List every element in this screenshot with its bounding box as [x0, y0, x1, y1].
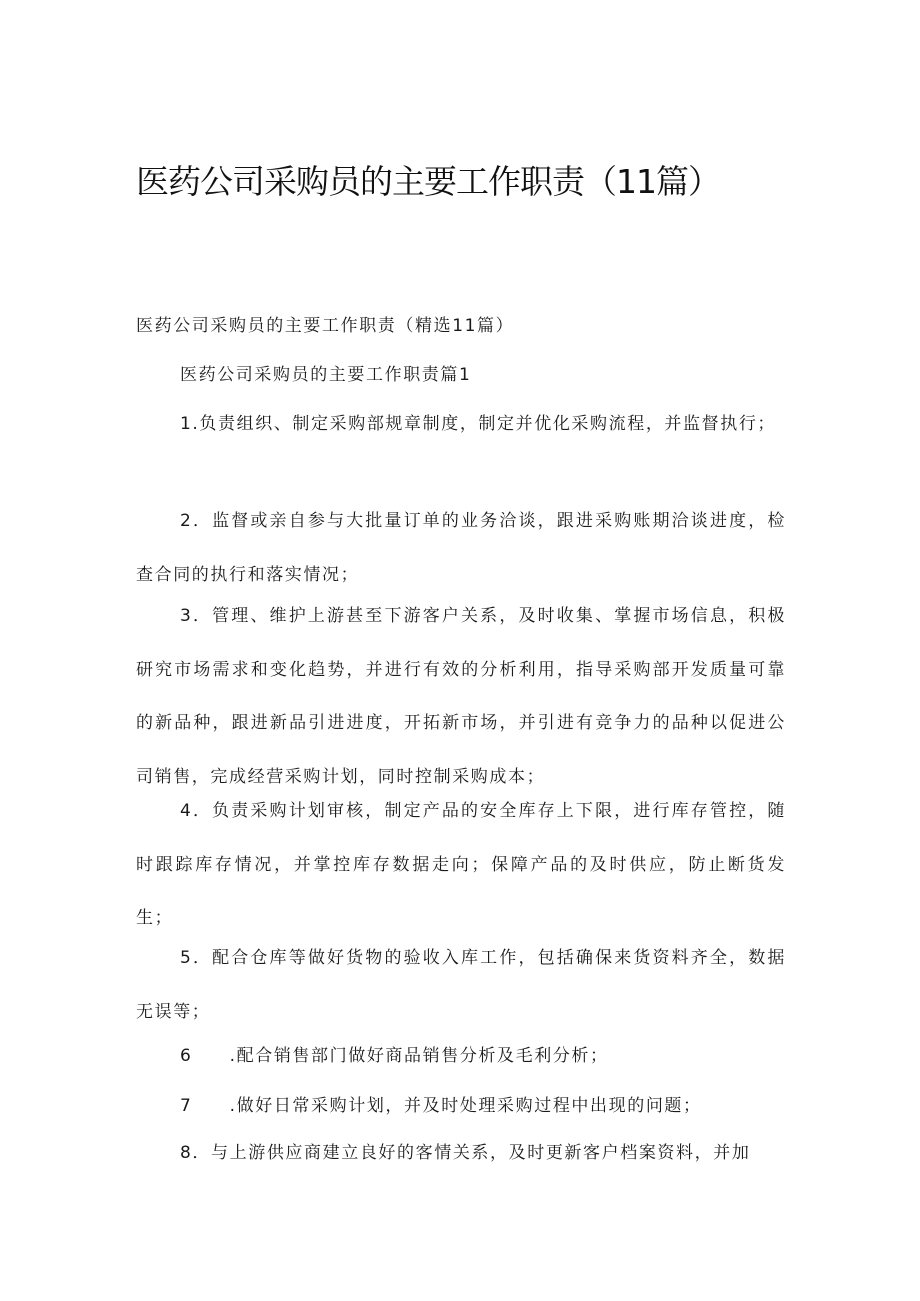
document-subtitle: 医药公司采购员的主要工作职责（精选11篇） [136, 316, 515, 336]
list-item-2: 2．监督或亲自参与大批量订单的业务洽谈，跟进采购账期洽谈进度，检查合同的执行和落实情况； [136, 511, 786, 585]
list-item-1: 1.负责组织、制定采购部规章制度，制定并优化采购流程，并监督执行； [180, 414, 777, 434]
document-title: 医药公司采购员的主要工作职责（11篇） [136, 162, 720, 201]
section-heading: 医药公司采购员的主要工作职责篇1 [180, 365, 472, 385]
list-item-8: 8．与上游供应商建立良好的客情关系，及时更新客户档案资料，并加 [180, 1143, 751, 1163]
list-item-7: 7 .做好日常采购计划，并及时处理采购过程中出现的问题； [180, 1096, 702, 1116]
list-item-5: 5．配合仓库等做好货物的验收入库工作，包括确保来货资料齐全，数据无误等； [136, 948, 786, 1022]
list-item-4: 4．负责采购计划审核，制定产品的安全库存上下限，进行库存管控，随时跟踪库存情况，并掌控库存数据走向；保障产品的及时供应，防止断货发生； [136, 801, 786, 928]
list-item-3: 3．管理、维护上游甚至下游客户关系，及时收集、掌握市场信息，积极研究市场需求和变化趋势，并进行有效的分析利用，指导采购部开发质量可靠的新品种，跟进新品引进进度，开拓新市场，并引进有竞争力的品种以促进公司销售，完成经营采购计划，同时控制采购成本； [136, 606, 786, 787]
list-item-6: 6 .配合销售部门做好商品销售分析及毛利分析； [180, 1046, 609, 1066]
